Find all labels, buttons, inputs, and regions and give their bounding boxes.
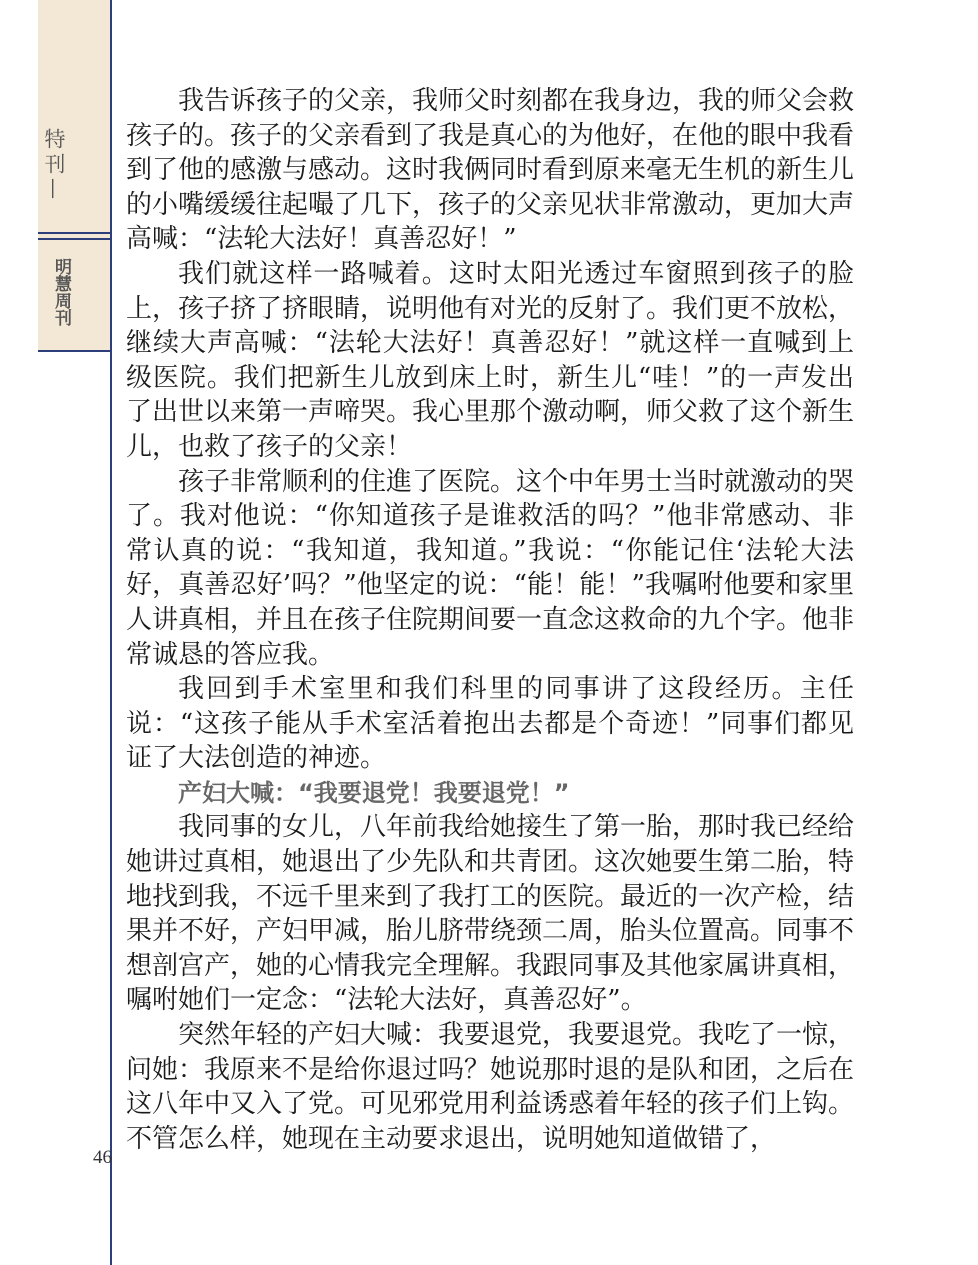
- paragraph: 我们就这样一路喊着。这时太阳光透过车窗照到孩子的脸上，孩子挤了挤眼睛，说明他有对光的反射了。我们更不放松，继续大声高喊：“法轮大法好！真善忍好！”就这样一直喊到上级医院。我们把新生儿放到床上时，新生儿“哇！”的一声发出了出世以来第一声啼哭。我心里那个激动啊，师父救了这个新生儿，也救了孩子的父亲！: [126, 258, 855, 462]
- paragraph: 孩子非常顺利的住進了医院。这个中年男士当时就激动的哭了。我对他说：“你知道孩子是谁救活的吗？”他非常感动、非常认真的说：“我知道，我知道。”我说：“你能记住‘法轮大法好，真善忍好’吗？”他坚定的说：“能！能！”我嘱咐他要和家里人讲真相，并且在孩子住院期间要一直念这救命的九个字。他非常诚恳的答应我。: [126, 466, 855, 670]
- page-number: 46: [93, 1147, 112, 1168]
- margin-rule: [110, 0, 112, 1265]
- tab-divider: [38, 350, 110, 352]
- article-body: [126, 84, 854, 1156]
- tab-divider: [38, 238, 110, 240]
- paragraph: 我同事的女儿，八年前我给她接生了第一胎，那时我已经给她讲过真相，她退出了少先队和共青团。这次她要生第二胎，特地找到我，不远千里来到了我打工的医院。最近的一次产检，结果并不好，产妇甲减，胎儿脐带绕颈二周，胎头位置高。同事不想剖宫产，她的心情我完全理解。我跟同事及其他家属讲真相，嘱咐她们一定念：“法轮大法好，真善忍好”。: [126, 812, 855, 1016]
- paragraph: 我回到手术室里和我们科里的同事讲了这段经历。主任说：“这孩子能从手术室活着抱出去都是个奇迹！”同事们都见证了大法创造的神迹。: [126, 674, 854, 774]
- paragraph: 突然年轻的产妇大喊：我要退党，我要退党。我吃了一惊，问她：我原来不是给你退过吗？她说那时退的是队和团，之后在这八年中又入了党。可见邪党用利益诱惑着年轻的孩子们上钩。不管怎么样，她现在主动要求退出，说明她知道做错了，: [126, 1020, 855, 1154]
- section-heading: 产妇大喊：“我要退党！我要退党！”: [178, 778, 570, 807]
- paragraph: 我告诉孩子的父亲，我师父时刻都在我身边，我的师父会救孩子的。孩子的父亲看到了我是真心的为他好，在他的眼中我看到了他的感激与感动。这时我俩同时看到原来毫无生机的新生儿的小嘴缓缓往起嘬了几下，孩子的父亲见状非常激动，更加大声高喊：“法轮大法好！真善忍好！”: [126, 86, 855, 255]
- publication-label: 明慧周刊: [51, 258, 71, 326]
- tab-divider: [38, 232, 110, 234]
- section-label: 特刊—: [42, 128, 66, 203]
